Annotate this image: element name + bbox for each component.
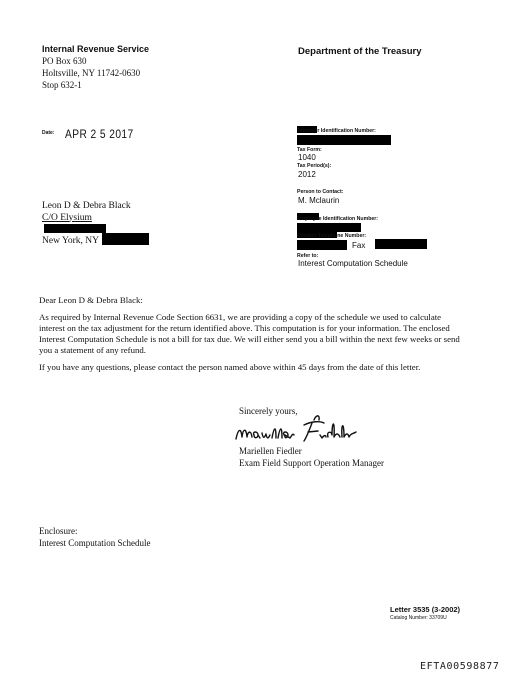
tax-period-label: Tax Period(s):: [297, 163, 332, 169]
sender-address: [42, 43, 149, 91]
salutation: Dear Leon D & Debra Black:: [39, 295, 143, 305]
valediction: Sincerely yours,: [239, 406, 298, 416]
redaction-block: [102, 233, 149, 245]
phone-label: Contact Telephone Number:: [297, 233, 367, 239]
letter-body: [39, 295, 469, 379]
date-stamp: APR 2 5 2017: [65, 127, 134, 141]
tax-form-value: 1040: [298, 153, 316, 162]
letter-form-number: Letter 3535 (3-2002): [390, 605, 461, 614]
contact-value: M. Mclaurin: [298, 196, 340, 205]
tax-period-value: 2012: [298, 170, 316, 179]
enclosure-label: Enclosure:: [39, 526, 78, 536]
enclosure-block: [39, 526, 150, 549]
enclosure-item: Interest Computation Schedule: [39, 537, 151, 548]
department-heading: Department of the Treasury: [298, 46, 422, 57]
tin-label: Taxpayer Identification Number:: [297, 128, 376, 134]
redaction-block: [375, 239, 427, 249]
recipient-line1: Leon D & Debra Black: [42, 201, 131, 211]
sender-org: Internal Revenue Service: [42, 44, 150, 54]
contact-label: Person to Contact:: [297, 189, 344, 195]
recipient-line3: New York, NY: [42, 236, 100, 246]
body-paragraph: As required by Internal Revenue Code Section 6631, we are providing a copy of the schedule we used to calculate interest on the tax adjustment for the return identified above. This computation is for your information. The enclosed Interest Computation Schedule is not a bill for tax due. We will either send you a bill within the next few weeks or send you a statement of any refund.: [39, 312, 460, 355]
catalog-number: Catalog Number: 33709U: [390, 615, 447, 621]
redaction-block: [297, 240, 347, 250]
body-paragraph: If you have any questions, please contact the person named above within 45 days from the date of this letter.: [39, 362, 421, 372]
signer-title: Exam Field Support Operation Manager: [239, 458, 384, 468]
refer-label: Refer to:: [297, 253, 319, 259]
ein-label: Employee Identification Number:: [297, 216, 378, 222]
redaction-block: [297, 135, 391, 145]
sender-line1: PO Box 630: [42, 56, 87, 66]
tax-form-label: Tax Form:: [297, 147, 322, 153]
sender-line2: Holtsville, NY 11742-0630: [42, 68, 141, 78]
date-label: Date:: [42, 130, 55, 136]
sender-line3: Stop 632-1: [42, 80, 82, 90]
fax-label: Fax: [352, 241, 366, 250]
handwritten-signature: [232, 411, 362, 451]
recipient-line2: C/O Elysium: [42, 212, 92, 223]
refer-value: Interest Computation Schedule: [298, 259, 408, 268]
signer-name: Mariellen Fiedler: [239, 446, 302, 456]
redaction-block: [44, 224, 106, 233]
document-id: EFTA00598877: [420, 661, 500, 672]
